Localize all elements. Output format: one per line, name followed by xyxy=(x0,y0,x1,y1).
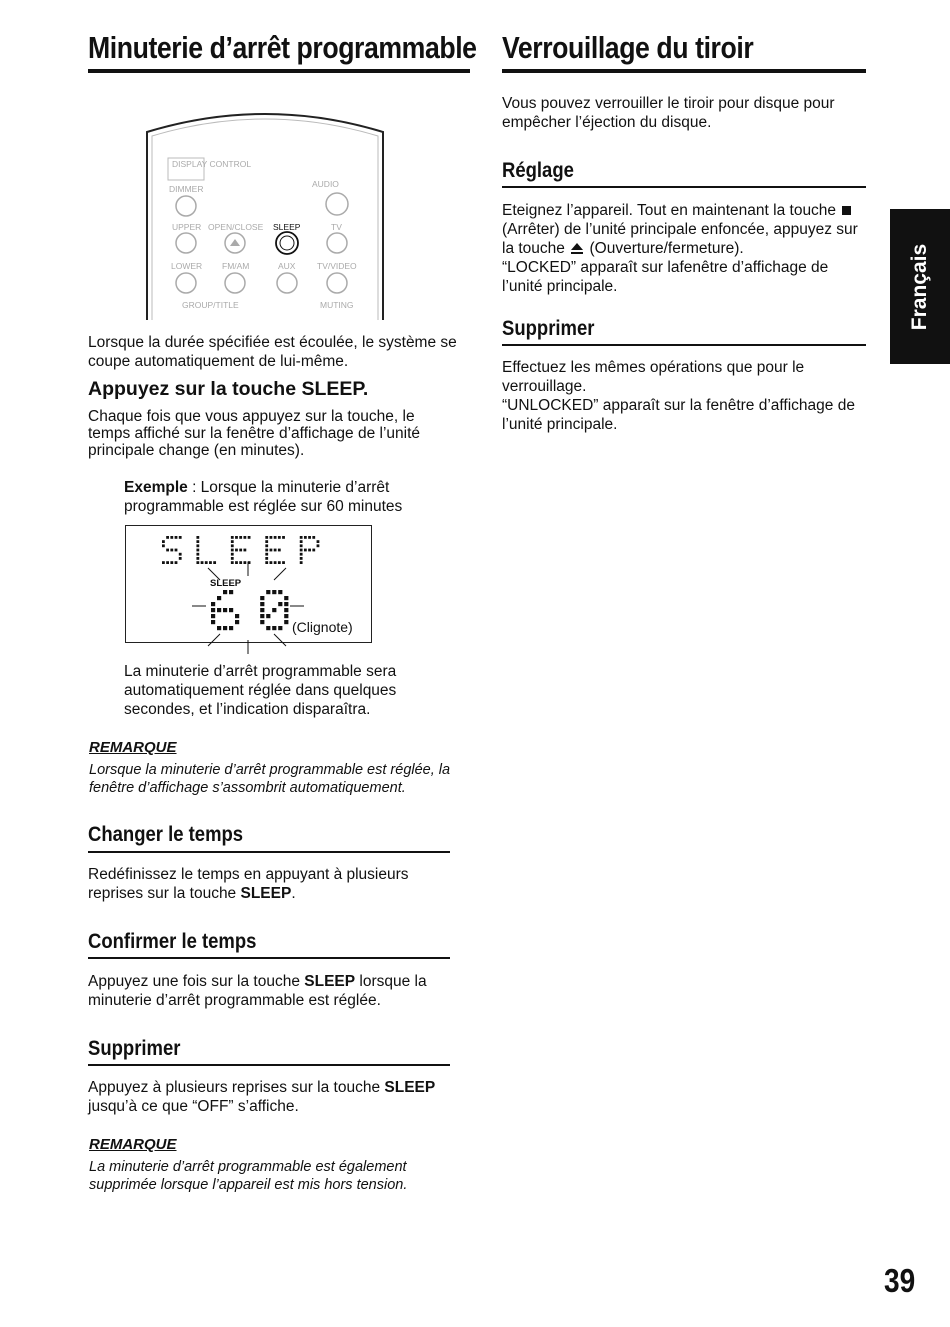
tv-button[interactable] xyxy=(327,233,347,253)
remote-label-group-title: GROUP/TITLE xyxy=(182,300,239,310)
change-heading: Changer le temps xyxy=(88,823,244,846)
lower-button[interactable] xyxy=(176,273,196,293)
after-display-text: La minuterie d’arrêt programmable sera automatiquement réglée dans quelques secondes, et l’indication disparaîtra. xyxy=(124,663,397,718)
remote-label-audio: AUDIO xyxy=(312,179,339,189)
example-paragraph xyxy=(124,478,444,516)
note1-heading: REMARQUE xyxy=(89,739,177,756)
remote-label-sleep: SLEEP xyxy=(273,222,301,232)
tv-video-button[interactable] xyxy=(327,273,347,293)
right-intro: Vous pouvez verrouiller le tiroir pour disque pour empêcher l’éjection du disque. xyxy=(502,95,835,131)
remote-label-lower: LOWER xyxy=(171,261,203,271)
note1-text: Lorsque la minuterie d’arrêt programmable est réglée, la fenêtre d’affichage s’assombrit automatiquement. xyxy=(89,762,451,796)
confirm-rule xyxy=(88,957,450,959)
step-text: Chaque fois que vous appuyez sur la touche, le temps affiché sur la fenêtre d’affichage de l’unité principale change (en minutes). xyxy=(88,408,421,459)
remote-control-illustration xyxy=(140,100,390,320)
remote-label-fm-am: FM/AM xyxy=(222,261,250,271)
remote-label-upper: UPPER xyxy=(172,222,202,232)
setting-text: Eteignez l’appareil. Tout en maintenant la touche (Arrêter) de l’unité principale enfoncée, appuyez sur la touche (Ouverture/fermeture). “LOCKED” apparaît sur lafenêtre d’affichage de l’unité principale. xyxy=(502,202,858,295)
audio-button[interactable] xyxy=(326,193,348,215)
aux-button[interactable] xyxy=(277,273,297,293)
right-cancel-rule xyxy=(502,344,866,346)
left-intro: Lorsque la durée spécifiée est écoulée, le système se coupe automatiquement de lui-même. xyxy=(88,334,457,370)
stop-icon xyxy=(842,206,851,215)
remote-label-tv: TV xyxy=(331,222,342,232)
eject-icon xyxy=(230,239,240,246)
note2-heading: REMARQUE xyxy=(89,1136,177,1153)
fm-am-button[interactable] xyxy=(225,273,245,293)
right-cancel-text: Effectuez les mêmes opérations que pour le verrouillage. “UNLOCKED” apparaît sur la fenêtre d’affichage de l’unité principale. xyxy=(502,359,855,433)
sleep-button[interactable] xyxy=(276,232,298,254)
left-title-rule xyxy=(88,69,470,73)
language-tab-label: Français xyxy=(908,243,931,330)
left-cancel-text: Appuyez à plusieurs reprises sur la touche SLEEP jusqu’à ce que “OFF” s’affiche. xyxy=(88,1079,436,1115)
blink-label: (Clignote) xyxy=(292,619,353,635)
example-text: : Lorsque la minuterie d’arrêt programmable est réglée sur 60 minutes xyxy=(124,479,403,515)
step-heading: Appuyez sur la touche SLEEP. xyxy=(88,378,369,400)
left-cancel-rule xyxy=(88,1064,450,1066)
eject-icon xyxy=(571,243,583,254)
remote-label-aux: AUX xyxy=(278,261,296,271)
remote-label-dimmer: DIMMER xyxy=(169,184,204,194)
display-illustration xyxy=(125,525,372,643)
setting-rule xyxy=(502,186,866,188)
remote-label-display-control: DISPLAY CONTROL xyxy=(172,159,252,169)
left-title: Minuterie d’arrêt programmable xyxy=(88,30,477,65)
left-cancel-heading: Supprimer xyxy=(88,1037,181,1060)
page-number: 39 xyxy=(884,1262,916,1299)
example-label: Exemple xyxy=(124,479,188,496)
dimmer-button[interactable] xyxy=(176,196,196,216)
display-sleep-indicator: SLEEP xyxy=(210,578,242,589)
setting-heading: Réglage xyxy=(502,159,574,182)
right-cancel-heading: Supprimer xyxy=(502,317,595,340)
note2-text: La minuterie d’arrêt programmable est également supprimée lorsque l’appareil est mis hors tension. xyxy=(89,1159,408,1193)
upper-button[interactable] xyxy=(176,233,196,253)
right-title-rule xyxy=(502,69,866,73)
remote-label-muting: MUTING xyxy=(320,300,354,310)
confirm-text: Appuyez une fois sur la touche SLEEP lorsque la minuterie d’arrêt programmable est réglée. xyxy=(88,973,427,1009)
right-title: Verrouillage du tiroir xyxy=(502,30,754,65)
confirm-heading: Confirmer le temps xyxy=(88,930,257,953)
remote-label-open-close: OPEN/CLOSE xyxy=(208,222,264,232)
change-text: Redéfinissez le temps en appuyant à plusieurs reprises sur la touche SLEEP. xyxy=(88,866,409,902)
remote-label-tv-video: TV/VIDEO xyxy=(317,261,357,271)
change-rule xyxy=(88,851,450,853)
language-tab xyxy=(890,209,950,364)
